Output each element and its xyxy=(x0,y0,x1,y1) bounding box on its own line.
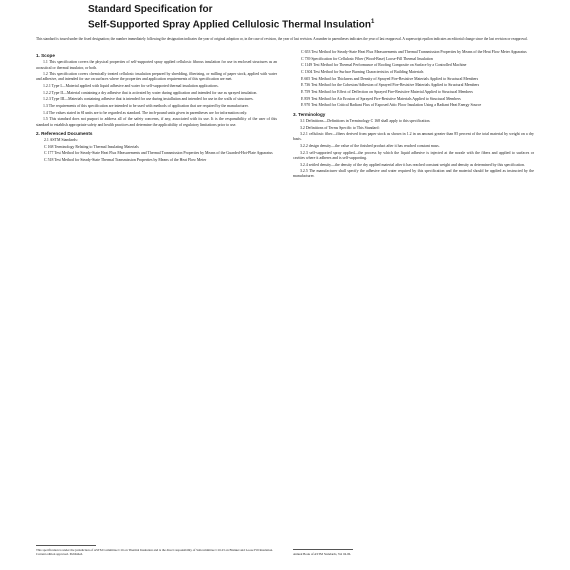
reference-item: E 970 Test Method for Critical Radiant Flux of Exposed Attic Floor Insulation Using a Radiant Heat Energy Source xyxy=(301,103,482,108)
reference-item: C 739 Specification for Cellulosic Fiber (Wood-Base) Loose-Fill Thermal Insulation xyxy=(301,56,433,61)
reference-item: E 859 Test Method for Air Erosion of Sprayed Fire-Resistive Materials Applied to Structural Members xyxy=(301,96,461,101)
reference-item: C 1149 Test Method for Thermal Performance of Roofing Composite on Surface by a Controlled Machine xyxy=(301,63,467,68)
paragraph: 3.2.5 The manufacturer shall specify the adhesive and water required by this specification and the material should be applied as instructed by the manufacturer. xyxy=(293,169,534,179)
paragraph: 1.5 This standard does not purport to address all of the safety concerns, if any, associated with its use. It is the responsibility of the user of this standard to establish appropriate safety and health practices and determine the applicability of regulatory limitations prior to use. xyxy=(36,117,277,127)
section-heading: 2. Referenced Documents xyxy=(36,130,93,136)
reference-item: C 1304 Test Method for Surface Burning Characteristics of Building Materials xyxy=(301,69,424,74)
paragraph: 3.1 Definitions—Definitions in Terminology C 168 shall apply to this specification. xyxy=(300,119,431,124)
doc-title-line2 xyxy=(88,16,536,31)
paragraph: 3.2.3 self-supported spray applied—the process by which the liquid adhesive is injected at the nozzle with the fibers and applied to surfaces or cavities where it adheres and is self-supporting. xyxy=(293,150,534,160)
paragraph: 1.2.3 Type III—Materials containing adhesive that is intended for use during installation and intended for use in the walls of structures. xyxy=(43,97,254,102)
paragraph: 3.2.4 settled density—the density of the dry applied material after it has reached constant weight and density as determined by this specification. xyxy=(300,162,525,167)
paragraph: 1.4 The values stated in SI units are to be regarded as standard. The inch-pound units given in parentheses are for information only. xyxy=(43,110,248,115)
reference-item: 2.1 ASTM Standards: xyxy=(44,138,78,143)
paragraph: 1.2.2 Type II—Material containing a dry adhesive that is activated by water during application and intended for use as sprayed insulation. xyxy=(43,90,258,95)
reference-item: E 736 Test Method for the Cohesion/Adhesion of Sprayed Fire-Resistive Materials Applied to Structural Members xyxy=(301,83,480,88)
reference-item: C 518 Test Method for Steady-State Thermal Transmission Properties by Means of the Heat Flow Meter xyxy=(44,158,207,163)
designation-notice: This standard is issued under the fixed designation; the number immediately following the designation indicates the year of original adoption or, in the case of revision, the year of last revision. A number in parentheses indicates the year of last reapproval. A superscript epsilon indicates an editorial change since the last revision or reapproval. xyxy=(36,37,528,42)
title-footnote-marker: 1 xyxy=(371,19,375,25)
paragraph: 1.3 The requirements of this specification are intended to be used with methods of application that are required by the manufacturer. xyxy=(43,104,249,109)
reference-item: C 653 Test Method for Steady-State Heat Flux Measurements and Thermal Transmission Properties by Means of the Heat Flow Meter Apparatus xyxy=(301,49,527,54)
reference-item: C 177 Test Method for Steady-State Heat Flux Measurements and Thermal Transmission Properties by Means of the Guarded-Hot-Plate Apparatus xyxy=(44,151,273,156)
paragraph: 1.1 This specification covers the physical properties of self-supported spray applied cellulosic fibrous insulation for use in enclosed structures as an acoustical or thermal insulator, or both. xyxy=(36,60,277,70)
body-columns xyxy=(36,50,536,181)
section-heading: 1. Scope xyxy=(36,52,55,58)
paragraph: 3.2 Definitions of Terms Specific to This Standard: xyxy=(300,125,380,130)
paragraph: 3.2.2 design density—the value of the finished product after it has reached constant mass. xyxy=(300,144,440,149)
reference-item: E 605 Test Method for Thickness and Density of Sprayed Fire-Resistive Materials Applied to Structural Members xyxy=(301,76,479,81)
right-column xyxy=(293,50,534,181)
paragraph: 3.2.1 cellulosic fiber—fibers derived from paper stock as shown in 1.2 in an amount greater than 85 percent of the total material by weight on a dry basis. xyxy=(293,132,534,142)
reference-item: E 759 Test Method for Effect of Deflection on Sprayed Fire-Resistive Material Applied to Structural Members xyxy=(301,90,473,95)
footnote-left: This specification is under the jurisdiction of ASTM Committee C16 on Thermal Insulation and is the direct responsibility of Subcommittee C16.23 on Blanket and Loose Fill Insulation. Current edition approved. Published. xyxy=(36,545,277,556)
footnote-right: Annual Book of ASTM Standards, Vol 04.06. xyxy=(293,549,534,556)
doc-title-text: Self-Supported Spray Applied Cellulosic Thermal Insulation xyxy=(88,19,372,31)
reference-item: C 168 Terminology Relating to Thermal Insulating Materials xyxy=(44,144,139,149)
doc-title-line1: Standard Specification for xyxy=(88,4,213,15)
paragraph: 1.2 This specification covers chemically treated cellulosic insulation prepared by shredding, fiberizing, or milling of paper stock, applied with water and adhesive, and intended for use on surfaces where the properties and application requirements of this specification are met. xyxy=(36,72,277,82)
left-column xyxy=(36,50,277,181)
section-heading: 3. Terminology xyxy=(293,111,326,117)
paragraph: 1.2.1 Type I—Material applied with liquid adhesive and water for self-supported thermal insulation applications. xyxy=(43,83,219,88)
